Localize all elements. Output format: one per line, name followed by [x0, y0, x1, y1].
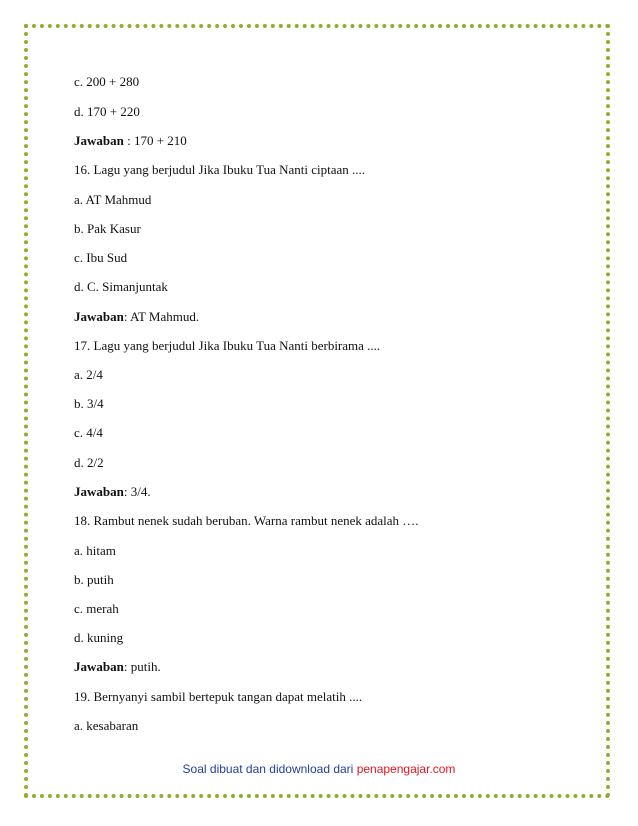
answer-option: a. 2/4: [74, 367, 103, 382]
answer-option: d. C. Simanjuntak: [74, 279, 168, 294]
answer-key-label: Jawaban: [74, 133, 124, 148]
question: 17. Lagu yang berjudul Jika Ibuku Tua Nanti berbirama ....: [74, 338, 381, 353]
answer-key: Jawaban: putih.: [74, 659, 161, 674]
answer-key: Jawaban: AT Mahmud.: [74, 309, 200, 324]
answer-option: a. kesabaran: [74, 718, 139, 733]
answer-option: b. Pak Kasur: [74, 221, 141, 236]
answer-option: c. merah: [74, 601, 119, 616]
answer-option: c. 200 + 280: [74, 74, 140, 89]
footer-text: Soal dibuat dan didownload dari: [182, 762, 357, 776]
answer-key: Jawaban : 170 + 210: [74, 133, 187, 148]
answer-option: b. 3/4: [74, 396, 104, 411]
question: 19. Bernyanyi sambil bertepuk tangan dapat melatih ....: [74, 689, 363, 704]
answer-key-label: Jawaban: [74, 309, 124, 324]
answer-key-label: Jawaban: [74, 659, 124, 674]
answer-option: d. 170 + 220: [74, 104, 140, 119]
answer-option: c. 4/4: [74, 425, 103, 440]
question: 16. Lagu yang berjudul Jika Ibuku Tua Nanti ciptaan ....: [74, 162, 366, 177]
answer-option: c. Ibu Sud: [74, 250, 128, 265]
answer-option: d. kuning: [74, 630, 124, 645]
page-footer: [0, 761, 638, 777]
answer-key-label: Jawaban: [74, 484, 124, 499]
footer-site-link[interactable]: penapengajar.com: [356, 762, 456, 776]
question: 18. Rambut nenek sudah beruban. Warna rambut nenek adalah ….: [74, 513, 419, 528]
answer-option: b. putih: [74, 572, 114, 587]
answer-key: Jawaban: 3/4.: [74, 484, 151, 499]
answer-option: a. AT Mahmud: [74, 192, 152, 207]
answer-option: d. 2/2: [74, 455, 104, 470]
answer-option: a. hitam: [74, 543, 116, 558]
